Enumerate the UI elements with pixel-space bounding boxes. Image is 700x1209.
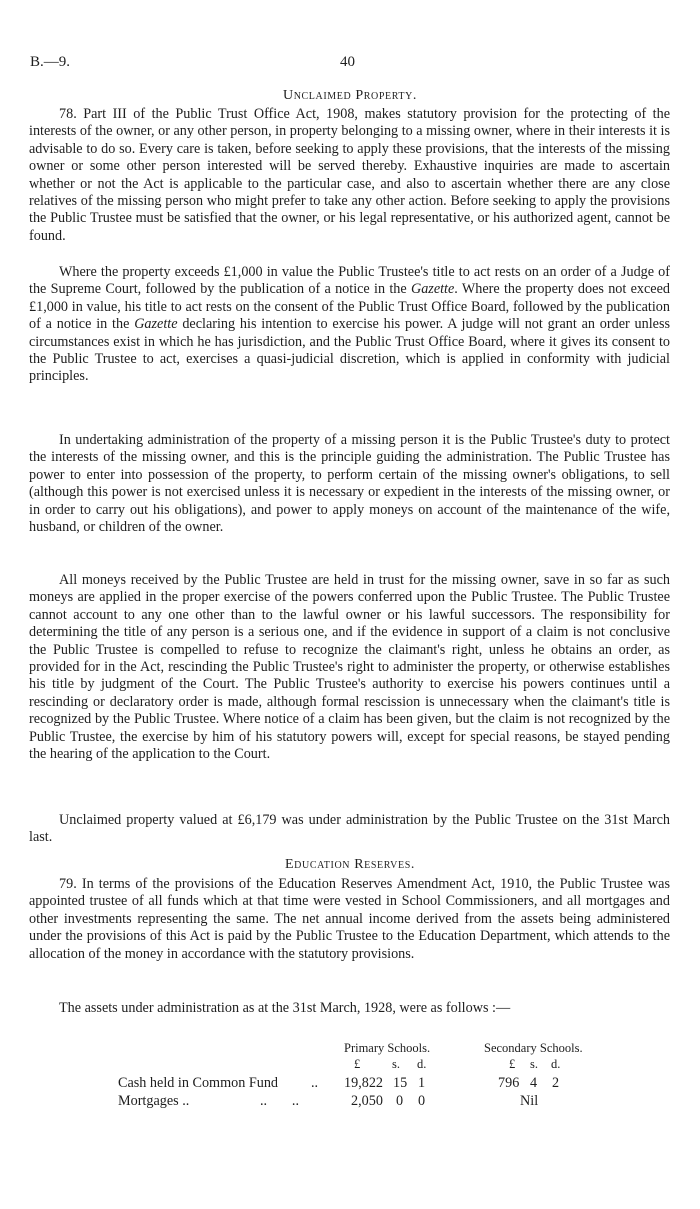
primary-shillings: 0 (396, 1093, 404, 1109)
primary-pounds: 2,050 (351, 1093, 383, 1109)
leader-dots: .. .. (260, 1093, 300, 1109)
paragraph-78: 78. Part III of the Public Trust Office Act, 1908, makes statutory provision for the protecting of the interests of the owner, or any other person, in property belonging to a missing owner, where in their interests it is advisable to do so. Every care is taken, before seeking to apply these provisions, that the interests of the missing owner or some other person interested will be served thereby. Exhaustive inquiries are made to ascertain whether or not the Act is applicable to the particular case, and also to ascertain whether there are any close relatives of the missing person who might prefer to take any other action. Before seeking to apply the provisions the Public Trustee must be satisfied that the owner, or his legal representative, or his authorized agent, cannot be found. (29, 106, 670, 244)
row-label: Cash held in Common Fund (118, 1075, 279, 1091)
unit-shillings: s. (392, 1057, 400, 1071)
paragraph-administration-duty: In undertaking administration of the property of a missing person it is the Public Trustee's duty to protect the interests of the missing owner, and this is the principle guiding the administration. The Public Trustee has power to enter into possession of the property, to perform certain of the missing owner's obligations, to sell (although this power is not exercised unless it is necessary or expedient in the interests of the missing owner, or in order to carry out his obligations), and power to apply moneys on account of the maintenance of the wife, husband, or children of the owner. (29, 432, 670, 536)
paragraph-text: declaring his intention to exercise his power. A judge will not grant an order unless circumstances exist in which he has jurisdiction, and the Public Trust Office Board, where it gives its consent to the Public Trustee to act, exercises a quasi-judicial discretion, which is applied in conformity with judicial principles. (29, 316, 671, 385)
unit-pounds: £ (354, 1057, 361, 1071)
gazette-italic: Gazette (134, 316, 178, 333)
page-number: 40 (340, 54, 355, 70)
paragraph-assets-intro: The assets under administration as at the 31st March, 1928, were as follows :— (59, 1000, 511, 1016)
document-reference: B.—9. (30, 54, 71, 70)
gazette-italic: Gazette (410, 281, 455, 298)
unit-shillings: s. (530, 1057, 538, 1071)
secondary-shillings: 4 (530, 1075, 538, 1091)
unit-pounds: £ (509, 1057, 516, 1071)
page-header (30, 54, 670, 74)
primary-pence: 0 (418, 1093, 426, 1109)
primary-pence: 1 (418, 1075, 426, 1091)
heading-education-reserves: Education Reserves. (285, 857, 415, 872)
row-label: Mortgages .. (118, 1093, 190, 1109)
secondary-pence: 2 (552, 1075, 560, 1091)
column-secondary-schools: Secondary Schools. (484, 1041, 583, 1055)
primary-shillings: 15 (393, 1075, 408, 1091)
secondary-nil: Nil (520, 1093, 539, 1109)
paragraph-79: 79. In terms of the provisions of the Education Reserves Amendment Act, 1910, the Public Trustee was appointed trustee of all funds which at that time were vested in School Commissioners, and all mortgages and other investments representing the same. The net annual income derived from the assets being administered under the provisions of this Act is paid by the Public Trustee to the Education Department, which attends to the allocation of the money in accordance with the statutory provisions. (29, 876, 670, 962)
paragraph-text: Where the property exceeds £1,000 in value the Public Trustee's title to act rests on an order of a Judge of the Supreme Court, followed by the publication of a notice in the (29, 264, 670, 298)
primary-pounds: 19,822 (344, 1075, 384, 1091)
paragraph-unclaimed-value: Unclaimed property valued at £6,179 was under administration by the Public Trustee on the 31st March last. (29, 812, 670, 846)
paragraph-title-to-act (29, 264, 670, 386)
secondary-pounds: 796 (498, 1075, 520, 1091)
column-primary-schools: Primary Schools. (344, 1041, 431, 1055)
unit-pence: d. (551, 1057, 561, 1071)
table-row (118, 1075, 638, 1093)
heading-unclaimed-property: Unclaimed Property. (282, 88, 418, 103)
table-row (118, 1093, 638, 1111)
leader-dots: .. (311, 1075, 319, 1091)
paragraph-text: . Where the property does not exceed £1,000 in value, his title to act rests on the consent of the Public Trust Office Board, followed by the publication of a notice in the (29, 281, 670, 333)
unit-pence: d. (417, 1057, 427, 1071)
paragraph-moneys-received: All moneys received by the Public Trustee are held in trust for the missing owner, save in so far as such moneys are applied in the proper exercise of the powers conferred upon the Public Trustee. The Public Trustee cannot account to any one other than to the lawful owner or his lawful successors. The responsibility for determining the title of any person is a serious one, and if the evidence in support of a claim is not conclusive the Public Trustee is compelled to refuse to recognize the claimant's right, unless he obtains an order, as provided for in the Act, rescinding the Public Trustee's right to administer the property, or otherwise establishes his title by judgment of the Court. The Public Trustee's authority to exercise his powers continues until a rescinding or declaratory order is made, although formal rescission is unnecessary when the claimant's title is recognized by the Public Trustee. Where notice of a claim has been given, but the claim is not recognized by the Public Trustee, the exercise by him of his statutory powers will, except for special reasons, be stayed pending the hearing of the application to the Court. (29, 572, 670, 763)
